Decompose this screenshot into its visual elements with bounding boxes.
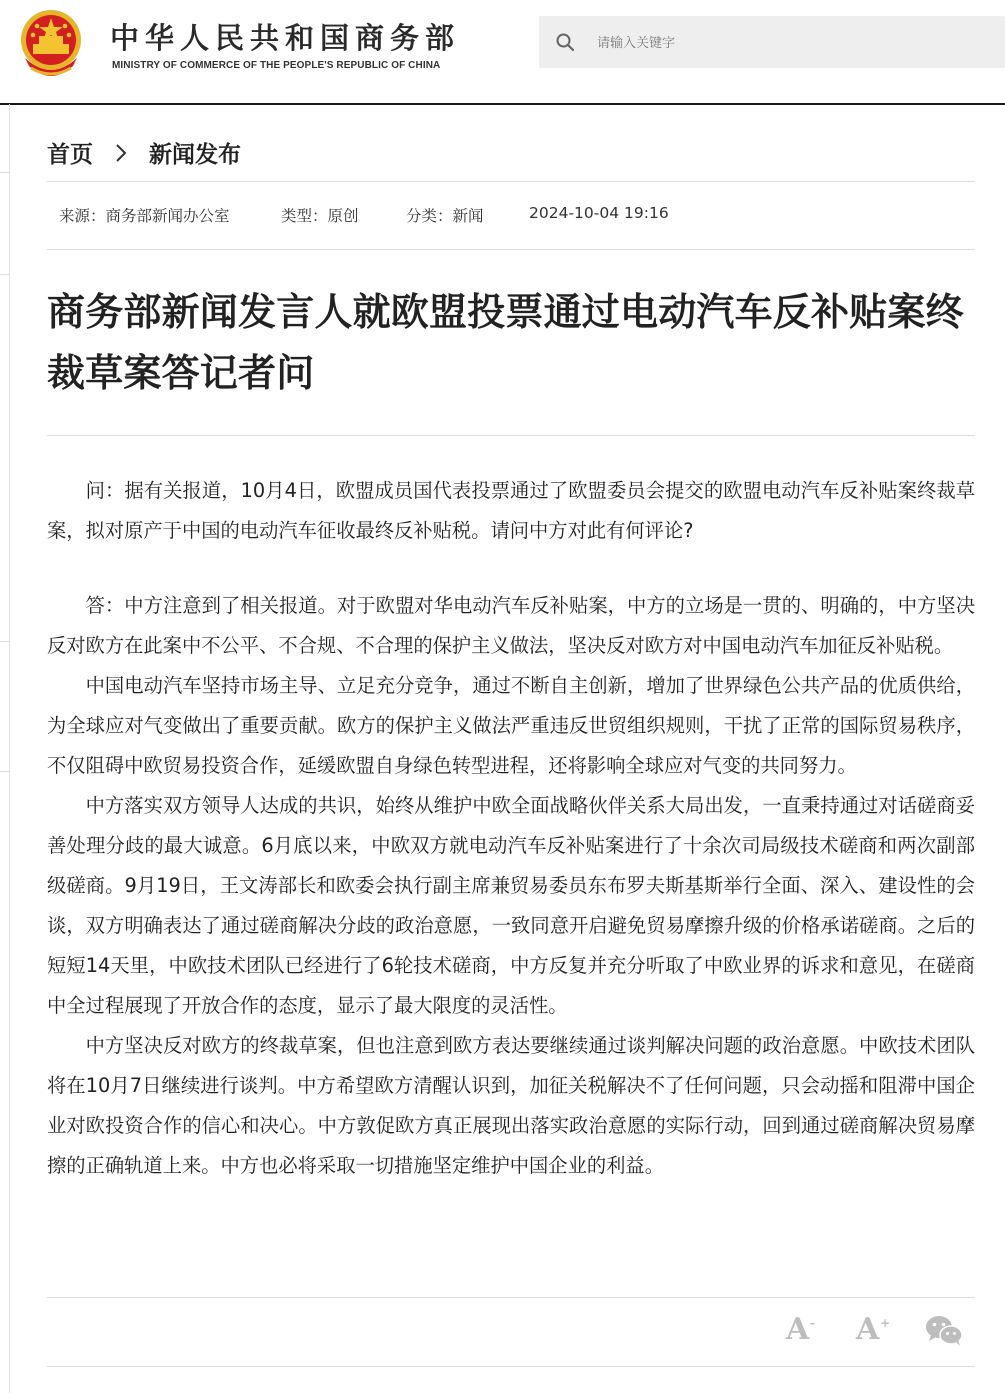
article-paragraph: 中国电动汽车坚持市场主导、立足充分竞争，通过不断自主创新，增加了世界绿色公共产品的优质供给，为全球应对气变做出了重要贡献。欧方的保护主义做法严重违反世贸组织规则，干扰了正常的国际贸易秩序，不仅阻碍中欧贸易投资合作，延缓欧盟自身绿色转型进程，还将影响全球应对气变的共同努力。 bbox=[47, 674, 975, 777]
font-increase-button[interactable] bbox=[856, 1312, 891, 1347]
site-name-chinese[interactable]: 中华人民共和国商务部 bbox=[110, 21, 461, 55]
meta-type: 类型：原创 bbox=[281, 207, 359, 225]
national-emblem-icon[interactable] bbox=[17, 8, 85, 80]
article-paragraph: 中方落实双方领导人达成的共识，始终从维护中欧全面战略伙伴关系大局出发，一直秉持通过对话磋商妥善处理分歧的最大诚意。6月底以来，中欧双方就电动汽车反补贴案进行了十余次司局级技术磋商和两次副部级磋商。9月19日，王文涛部长和欧委会执行副主席兼贸易委员东布罗夫斯基斯举行全面、深入、建设性的会谈，双方明确表达了通过磋商解决分歧的政治意愿，一致同意开启避免贸易摩擦升级的价格承诺磋商。之后的短短14天里，中欧技术团队已经进行了6轮技术磋商，中方反复并充分听取了中欧业界的诉求和意见，在磋商中全过程展现了开放合作的态度，显示了最大限度的灵活性。 bbox=[47, 794, 975, 1017]
article-tools bbox=[770, 1312, 980, 1352]
left-divider bbox=[0, 641, 9, 642]
title-divider bbox=[47, 435, 975, 436]
article-body bbox=[47, 471, 975, 1186]
plus-mark: + bbox=[880, 1316, 891, 1330]
breadcrumb bbox=[47, 136, 241, 176]
meta-datetime: 2024-10-04 19:16 bbox=[529, 204, 669, 222]
breadcrumb-divider bbox=[47, 181, 975, 182]
article-title: 商务部新闻发言人就欧盟投票通过电动汽车反补贴案终裁草案答记者问 bbox=[47, 290, 964, 395]
breadcrumb-current-link[interactable]: 新闻发布 bbox=[149, 142, 242, 168]
chevron-right-icon bbox=[101, 140, 141, 166]
search-bar bbox=[539, 16, 1005, 68]
search-input[interactable] bbox=[595, 28, 979, 58]
article-end-divider bbox=[47, 1297, 975, 1298]
search-icon[interactable] bbox=[555, 32, 575, 52]
footer-divider bbox=[47, 1366, 975, 1367]
left-page-border bbox=[9, 104, 10, 1393]
font-decrease-label: A bbox=[786, 1312, 810, 1347]
meta-category: 分类：新闻 bbox=[406, 207, 484, 225]
font-decrease-button[interactable] bbox=[786, 1312, 815, 1347]
minus-mark: - bbox=[810, 1316, 815, 1330]
article-paragraph: 问：据有关报道，10月4日，欧盟成员国代表投票通过了欧盟委员会提交的欧盟电动汽车反补贴案终裁草案，拟对原产于中国的电动汽车征收最终反补贴税。请问中方对此有何评论? bbox=[47, 479, 975, 542]
meta-source: 来源：商务部新闻办公室 bbox=[59, 207, 230, 225]
left-divider bbox=[0, 172, 9, 173]
font-increase-label: A bbox=[856, 1312, 880, 1347]
wechat-icon[interactable] bbox=[925, 1314, 963, 1348]
site-name-english: MINISTRY OF COMMERCE OF THE PEOPLE'S REPUBLIC OF CHINA bbox=[112, 60, 441, 71]
article-paragraph: 中方坚决反对欧方的终裁草案，但也注意到欧方表达要继续通过谈判解决问题的政治意愿。中欧技术团队将在10月7日继续进行谈判。中方希望欧方清醒认识到，加征关税解决不了任何问题，只会动摇和阻滞中国企业对欧投资合作的信心和决心。中方敦促欧方真正展现出落实政治意愿的实际行动，回到通过磋商解决贸易摩擦的正确轨道上来。中方也必将采取一切措施坚定维护中国企业的利益。 bbox=[47, 1034, 975, 1177]
site-header bbox=[0, 0, 1005, 104]
left-divider bbox=[0, 274, 9, 275]
meta-divider bbox=[47, 249, 975, 250]
header-divider bbox=[0, 103, 1005, 105]
left-divider bbox=[0, 771, 9, 772]
breadcrumb-home-link[interactable]: 首页 bbox=[47, 142, 93, 168]
article-paragraph: 答：中方注意到了相关报道。对于欧盟对华电动汽车反补贴案，中方的立场是一贯的、明确的，中方坚决反对欧方在此案中不公平、不合规、不合理的保护主义做法，坚决反对欧方对中国电动汽车加征反补贴税。 bbox=[47, 594, 975, 657]
